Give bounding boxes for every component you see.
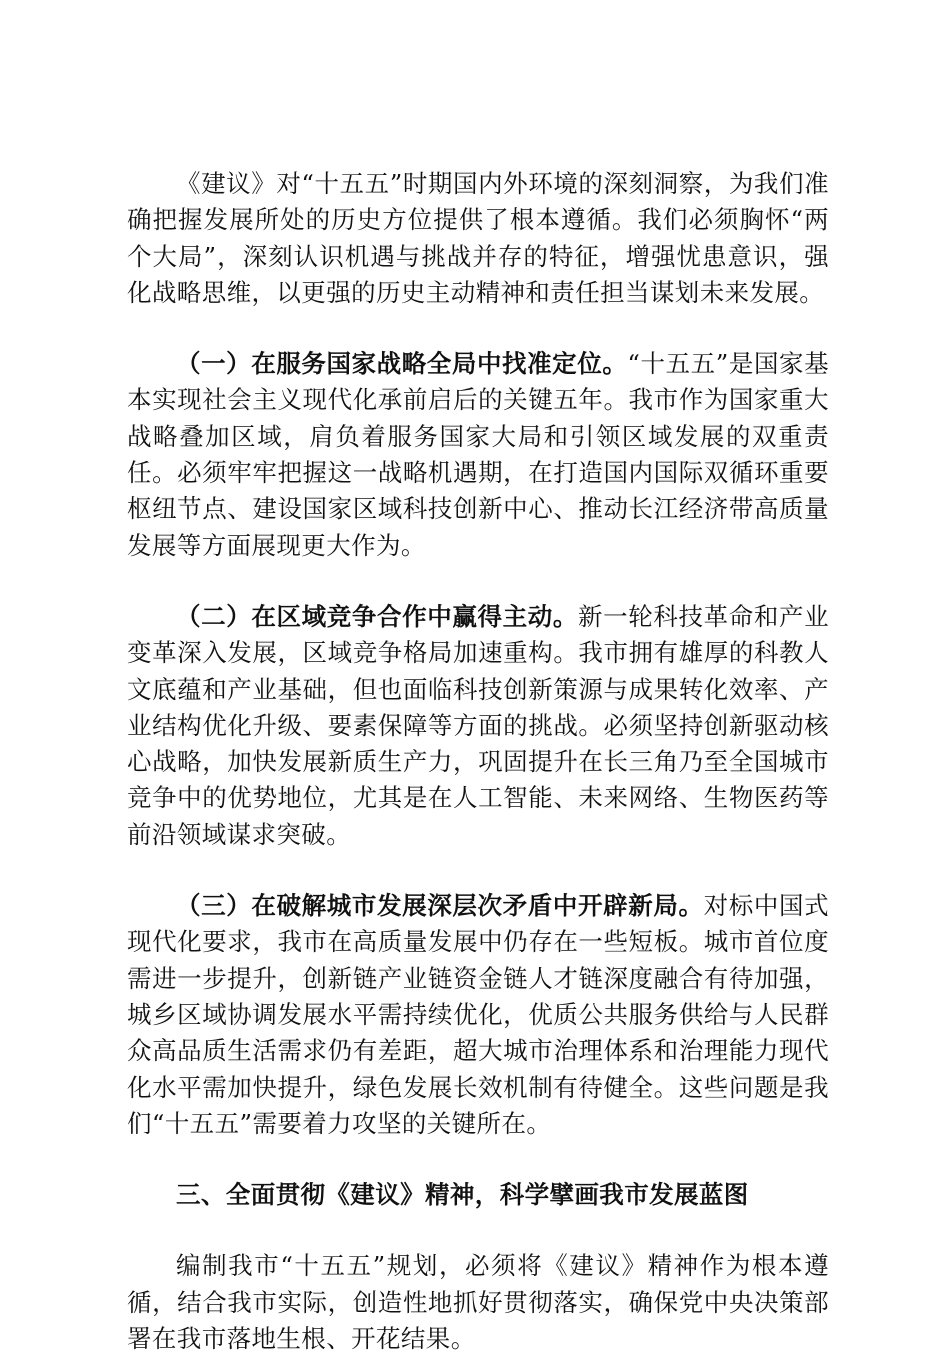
paragraph-gap: [127, 1142, 829, 1177]
point-three-paragraph: [127, 888, 829, 1142]
paragraph-gap: [127, 564, 829, 599]
document-page: [127, 166, 829, 1357]
section-three-paragraph: 编制我市“十五五”规划，必须将《建议》精神作为根本遵循，结合我市实际，创造性地抓好贯彻落实，确保党中央决策部署在我市落地生根、开花结果。: [127, 1251, 829, 1354]
paragraph-gap: [127, 853, 829, 888]
point-three-body: 对标中国式现代化要求，我市在高质量发展中仍存在一些短板。城市首位度需进一步提升，创新链产业链资金链人才链深度融合有待加强，城乡区域协调发展水平需持续优化，优质公共服务供给与人民群众高品质生活需求仍有差距，超大城市治理体系和治理能力现代化水平需加快提升，绿色发展长效机制有待健全。这些问题是我们“十五五”需要着力攻坚的关键所在。: [127, 891, 830, 1138]
point-one-heading: （一）在服务国家战略全局中找准定位。: [176, 349, 628, 379]
paragraph-gap: [127, 1213, 829, 1248]
point-three-heading: （三）在破解城市发展深层次矛盾中开辟新局。: [176, 891, 704, 921]
section-three-heading: 三、全面贯彻《建议》精神，科学擘画我市发展蓝图: [176, 1180, 749, 1210]
point-two-body: 新一轮科技革命和产业变革深入发展，区域竞争格局加速重构。我市拥有雄厚的科教人文底蕴和产业基础，但也面临科技创新策源与成果转化效率、产业结构优化升级、要素保障等方面的挑战。必须坚持创新驱动核心战略，加快发展新质生产力，巩固提升在长三角乃至全国城市竞争中的优势地位，尤其是在人工智能、未来网络、生物医药等前沿领域谋求突破。: [127, 601, 829, 849]
paragraph-gap: [127, 311, 829, 346]
point-two-heading: （二）在区域竞争合作中赢得主动。: [176, 601, 578, 631]
point-one-body: “十五五”是国家基本实现社会主义现代化承前启后的关键五年。我市作为国家重大战略叠加区域，肩负着服务国家大局和引领区域发展的双重责任。必须牢牢把握这一战略机遇期，在打造国内国际双循环重要枢纽节点、建设国家区域科技创新中心、推动长江经济带高质量发展等方面展现更大作为。: [127, 349, 829, 560]
point-two-paragraph: [127, 599, 829, 853]
intro-paragraph: 《建议》对“十五五”时期国内外环境的深刻洞察，为我们准确把握发展所处的历史方位提供了根本遵循。我们必须胸怀“两个大局”，深刻认识机遇与挑战并存的特征，增强忧患意识，强化战略思维，以更强的历史主动精神和责任担当谋划未来发展。: [127, 169, 829, 307]
point-one-paragraph: [127, 346, 829, 564]
